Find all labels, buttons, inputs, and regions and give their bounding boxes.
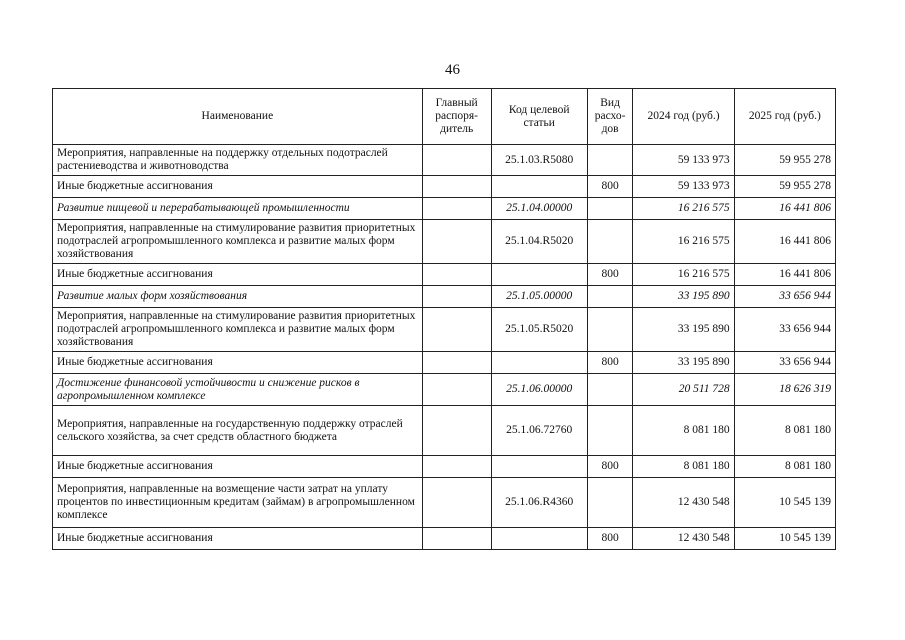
cell-name: Иные бюджетные ассигнования xyxy=(53,352,423,374)
cell-type xyxy=(587,308,633,352)
cell-2024: 33 195 890 xyxy=(633,352,734,374)
cell-admin xyxy=(422,478,491,528)
cell-name: Достижение финансовой устойчивости и снижение рисков в агропромышленном комплексе xyxy=(53,374,423,406)
header-code: Код целевой статьи xyxy=(491,89,587,145)
cell-name: Мероприятия, направленные на стимулирование развития приоритетных подотраслей агропромышленного комплекса и развитие малых форм хозяйствования xyxy=(53,308,423,352)
cell-2025: 59 955 278 xyxy=(734,176,835,198)
cell-2025: 16 441 806 xyxy=(734,198,835,220)
cell-admin xyxy=(422,264,491,286)
table-row xyxy=(53,406,836,456)
cell-code xyxy=(491,352,587,374)
cell-type xyxy=(587,406,633,456)
table-row xyxy=(53,456,836,478)
budget-table xyxy=(52,88,836,550)
cell-name: Мероприятия, направленные на возмещение части затрат на уплату процентов по инвестиционным кредитам (займам) в агропромышленном комплексе xyxy=(53,478,423,528)
cell-admin xyxy=(422,456,491,478)
cell-2025: 16 441 806 xyxy=(734,220,835,264)
cell-code: 25.1.05.00000 xyxy=(491,286,587,308)
table-header-row xyxy=(53,89,836,145)
cell-2024: 12 430 548 xyxy=(633,478,734,528)
table-row xyxy=(53,198,836,220)
cell-name: Мероприятия, направленные на стимулирование развития приоритетных подотраслей агропромышленного комплекса и развитие малых форм хозяйствования xyxy=(53,220,423,264)
cell-code xyxy=(491,456,587,478)
table-row xyxy=(53,308,836,352)
cell-admin xyxy=(422,406,491,456)
cell-2025: 18 626 319 xyxy=(734,374,835,406)
table-row xyxy=(53,145,836,176)
cell-code: 25.1.03.R5080 xyxy=(491,145,587,176)
cell-2024: 59 133 973 xyxy=(633,145,734,176)
cell-code: 25.1.05.R5020 xyxy=(491,308,587,352)
cell-type: 800 xyxy=(587,352,633,374)
table-row xyxy=(53,264,836,286)
table-row xyxy=(53,286,836,308)
cell-type: 800 xyxy=(587,456,633,478)
cell-admin xyxy=(422,374,491,406)
cell-2025: 8 081 180 xyxy=(734,456,835,478)
cell-2024: 33 195 890 xyxy=(633,308,734,352)
cell-2025: 10 545 139 xyxy=(734,528,835,550)
table-row xyxy=(53,220,836,264)
cell-type xyxy=(587,145,633,176)
cell-2025: 10 545 139 xyxy=(734,478,835,528)
cell-code xyxy=(491,264,587,286)
header-2024: 2024 год (руб.) xyxy=(633,89,734,145)
cell-code xyxy=(491,528,587,550)
cell-type xyxy=(587,198,633,220)
cell-admin xyxy=(422,176,491,198)
cell-type xyxy=(587,220,633,264)
cell-code: 25.1.04.00000 xyxy=(491,198,587,220)
cell-code: 25.1.04.R5020 xyxy=(491,220,587,264)
cell-name: Мероприятия, направленные на поддержку отдельных подотраслей растениеводства и животноводства xyxy=(53,145,423,176)
table-body xyxy=(53,145,836,550)
cell-type xyxy=(587,286,633,308)
cell-2025: 33 656 944 xyxy=(734,286,835,308)
cell-type: 800 xyxy=(587,528,633,550)
cell-2025: 33 656 944 xyxy=(734,352,835,374)
header-2025: 2025 год (руб.) xyxy=(734,89,835,145)
cell-admin xyxy=(422,308,491,352)
cell-2024: 8 081 180 xyxy=(633,406,734,456)
cell-name: Иные бюджетные ассигнования xyxy=(53,176,423,198)
cell-admin xyxy=(422,528,491,550)
cell-type xyxy=(587,374,633,406)
cell-2025: 59 955 278 xyxy=(734,145,835,176)
cell-2025: 8 081 180 xyxy=(734,406,835,456)
cell-2024: 16 216 575 xyxy=(633,264,734,286)
cell-2024: 16 216 575 xyxy=(633,198,734,220)
cell-type: 800 xyxy=(587,176,633,198)
cell-2024: 20 511 728 xyxy=(633,374,734,406)
cell-2025: 16 441 806 xyxy=(734,264,835,286)
cell-2024: 8 081 180 xyxy=(633,456,734,478)
cell-code: 25.1.06.00000 xyxy=(491,374,587,406)
page-number: 46 xyxy=(445,62,460,78)
cell-2025: 33 656 944 xyxy=(734,308,835,352)
cell-name: Иные бюджетные ассигнования xyxy=(53,528,423,550)
cell-2024: 12 430 548 xyxy=(633,528,734,550)
cell-admin xyxy=(422,220,491,264)
cell-2024: 59 133 973 xyxy=(633,176,734,198)
table-row xyxy=(53,176,836,198)
cell-admin xyxy=(422,286,491,308)
table-row xyxy=(53,478,836,528)
cell-code: 25.1.06.R4360 xyxy=(491,478,587,528)
cell-name: Иные бюджетные ассигнования xyxy=(53,456,423,478)
cell-name: Развитие малых форм хозяйствования xyxy=(53,286,423,308)
header-admin: Главный распоря-дитель xyxy=(422,89,491,145)
cell-name: Развитие пищевой и перерабатывающей промышленности xyxy=(53,198,423,220)
cell-admin xyxy=(422,145,491,176)
cell-type xyxy=(587,478,633,528)
cell-name: Мероприятия, направленные на государственную поддержку отраслей сельского хозяйства, за счет средств областного бюджета xyxy=(53,406,423,456)
table-row xyxy=(53,352,836,374)
cell-code xyxy=(491,176,587,198)
cell-2024: 33 195 890 xyxy=(633,286,734,308)
cell-2024: 16 216 575 xyxy=(633,220,734,264)
table-row xyxy=(53,528,836,550)
cell-admin xyxy=(422,198,491,220)
header-type: Вид расхо-дов xyxy=(587,89,633,145)
cell-admin xyxy=(422,352,491,374)
table-row xyxy=(53,374,836,406)
cell-name: Иные бюджетные ассигнования xyxy=(53,264,423,286)
cell-code: 25.1.06.72760 xyxy=(491,406,587,456)
header-name: Наименование xyxy=(53,89,423,145)
cell-type: 800 xyxy=(587,264,633,286)
